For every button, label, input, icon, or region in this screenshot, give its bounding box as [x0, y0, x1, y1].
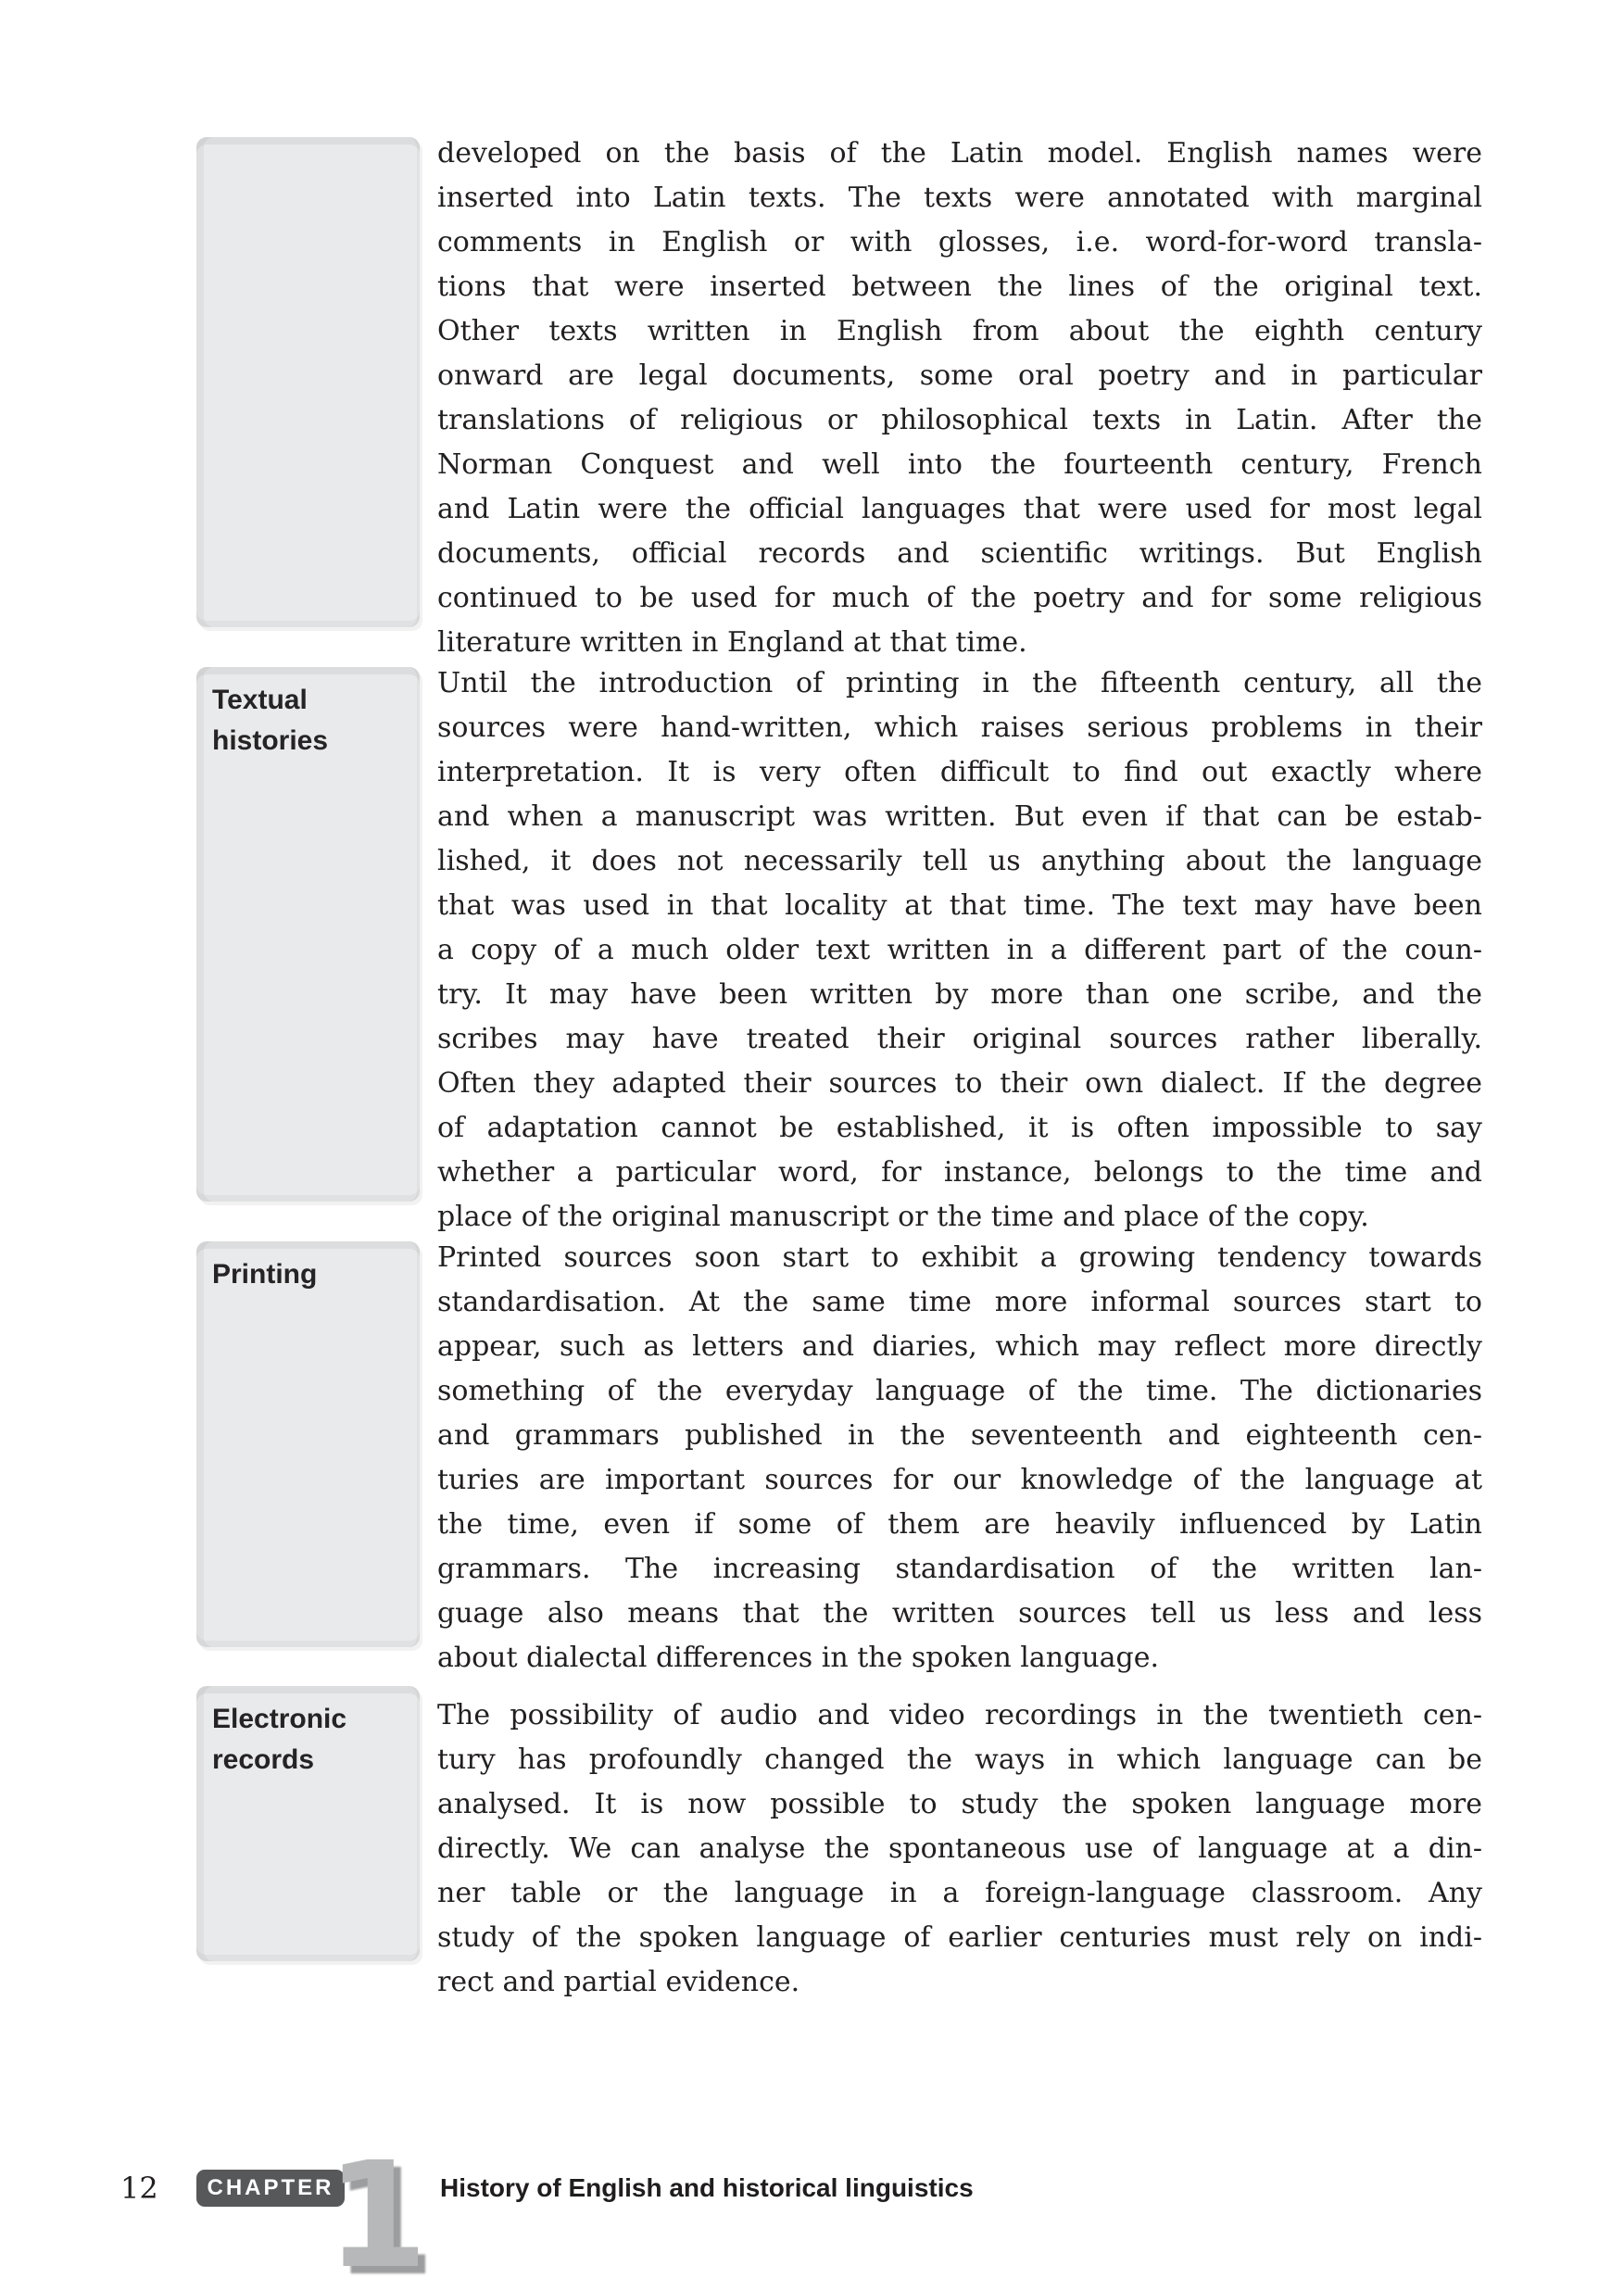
paragraph-manuscript-sources	[437, 132, 1482, 665]
text-line: comments in English or with glosses, i.e. word-for-word transla-	[437, 226, 1482, 258]
paragraph-printing	[437, 1236, 1482, 1680]
text-line: try. It may have been written by more than one scribe, and the	[437, 978, 1482, 1011]
text-line: onward are legal documents, some oral poetry and in particular	[437, 359, 1482, 392]
text-line: analysed. It is now possible to study the spoken language more	[437, 1788, 1482, 1820]
text-line: place of the original manuscript or the time and place of the copy.	[437, 1201, 1369, 1233]
paragraph-electronic-records	[437, 1693, 1482, 2005]
text-line: that was used in that locality at that time. The text may have been	[437, 889, 1482, 922]
text-line: and when a manuscript was written. But even if that can be estab-	[437, 800, 1482, 833]
text-line: and grammars published in the seventeenth and eighteenth cen-	[437, 1419, 1482, 1452]
text-line: Norman Conquest and well into the fourteenth century, French	[437, 448, 1482, 481]
text-line: grammars. The increasing standardisation of the written lan-	[437, 1553, 1482, 1585]
text-line: about dialectal differences in the spoken language.	[437, 1642, 1160, 1674]
text-line: literature written in England at that time.	[437, 626, 1027, 659]
page-number: 12	[120, 2171, 158, 2206]
text-line: continued to be used for much of the poetry and for some religious	[437, 582, 1482, 614]
text-line: and Latin were the official languages that were used for most legal	[437, 493, 1482, 525]
text-line: directly. We can analyse the spontaneous use of language at a din-	[437, 1832, 1482, 1865]
text-line: the time, even if some of them are heavily influenced by Latin	[437, 1508, 1482, 1541]
text-line: standardisation. At the same time more informal sources start to	[437, 1286, 1482, 1318]
text-line: inserted into Latin texts. The texts were annotated with marginal	[437, 182, 1482, 214]
text-line: study of the spoken language of earlier centuries must rely on indi-	[437, 1921, 1482, 1954]
chapter-badge: CHAPTER	[196, 2170, 345, 2207]
text-line: turies are important sources for our knowledge of the language at	[437, 1464, 1482, 1496]
text-line: of adaptation cannot be established, it is often impossible to say	[437, 1112, 1482, 1144]
text-line: guage also means that the written sources tell us less and less	[437, 1597, 1482, 1630]
text-line: a copy of a much older text written in a different part of the coun-	[437, 934, 1482, 966]
text-line: records	[212, 1744, 315, 1775]
text-line: interpretation. It is very often difficult to find out exactly where	[437, 756, 1482, 788]
text-line: Other texts written in English from about the eighth century	[437, 315, 1482, 347]
text-line: ner table or the language in a foreign-language classroom. Any	[437, 1877, 1482, 1909]
text-line: Electronic	[212, 1704, 347, 1734]
text-line: Often they adapted their sources to their own dialect. If the degree	[437, 1067, 1482, 1100]
text-line: documents, official records and scientific writings. But English	[437, 537, 1482, 570]
text-line: The possibility of audio and video recordings in the twentieth cen-	[437, 1699, 1482, 1731]
text-line: Printing	[212, 1259, 318, 1290]
text-line: rect and partial evidence.	[437, 1966, 800, 1998]
text-line: Textual	[212, 685, 308, 715]
text-line: scribes may have treated their original sources rather liberally.	[437, 1023, 1482, 1055]
margin-note-box-3	[196, 1241, 420, 1647]
text-line: Printed sources soon start to exhibit a growing tendency towards	[437, 1241, 1482, 1274]
margin-label-electronic-records	[196, 1686, 420, 1781]
margin-label-textual-histories	[196, 667, 420, 762]
text-line: translations of religious or philosophical texts in Latin. After the	[437, 404, 1482, 436]
text-line: Until the introduction of printing in the fifteenth century, all the	[437, 667, 1482, 699]
text-line: tury has profoundly changed the ways in which language can be	[437, 1743, 1482, 1776]
chapter-number: 1	[326, 2131, 428, 2291]
text-line: developed on the basis of the Latin model. English names were	[437, 137, 1482, 170]
margin-label-printing	[196, 1241, 420, 1295]
margin-note-box-2	[196, 667, 420, 1202]
text-line: something of the everyday language of the time. The dictionaries	[437, 1375, 1482, 1407]
text-line: tions that were inserted between the lines of the original text.	[437, 271, 1482, 303]
paragraph-textual-histories	[437, 661, 1482, 1240]
text-line: lished, it does not necessarily tell us anything about the language	[437, 845, 1482, 877]
text-line: whether a particular word, for instance, belongs to the time and	[437, 1156, 1482, 1189]
margin-note-box-4	[196, 1686, 420, 1961]
text-line: histories	[212, 725, 329, 756]
text-line: sources were hand-written, which raises serious problems in their	[437, 711, 1482, 744]
chapter-title: History of English and historical linguistics	[440, 2173, 974, 2202]
margin-note-box-1	[196, 137, 420, 627]
text-line: appear, such as letters and diaries, which may reflect more directly	[437, 1330, 1482, 1363]
